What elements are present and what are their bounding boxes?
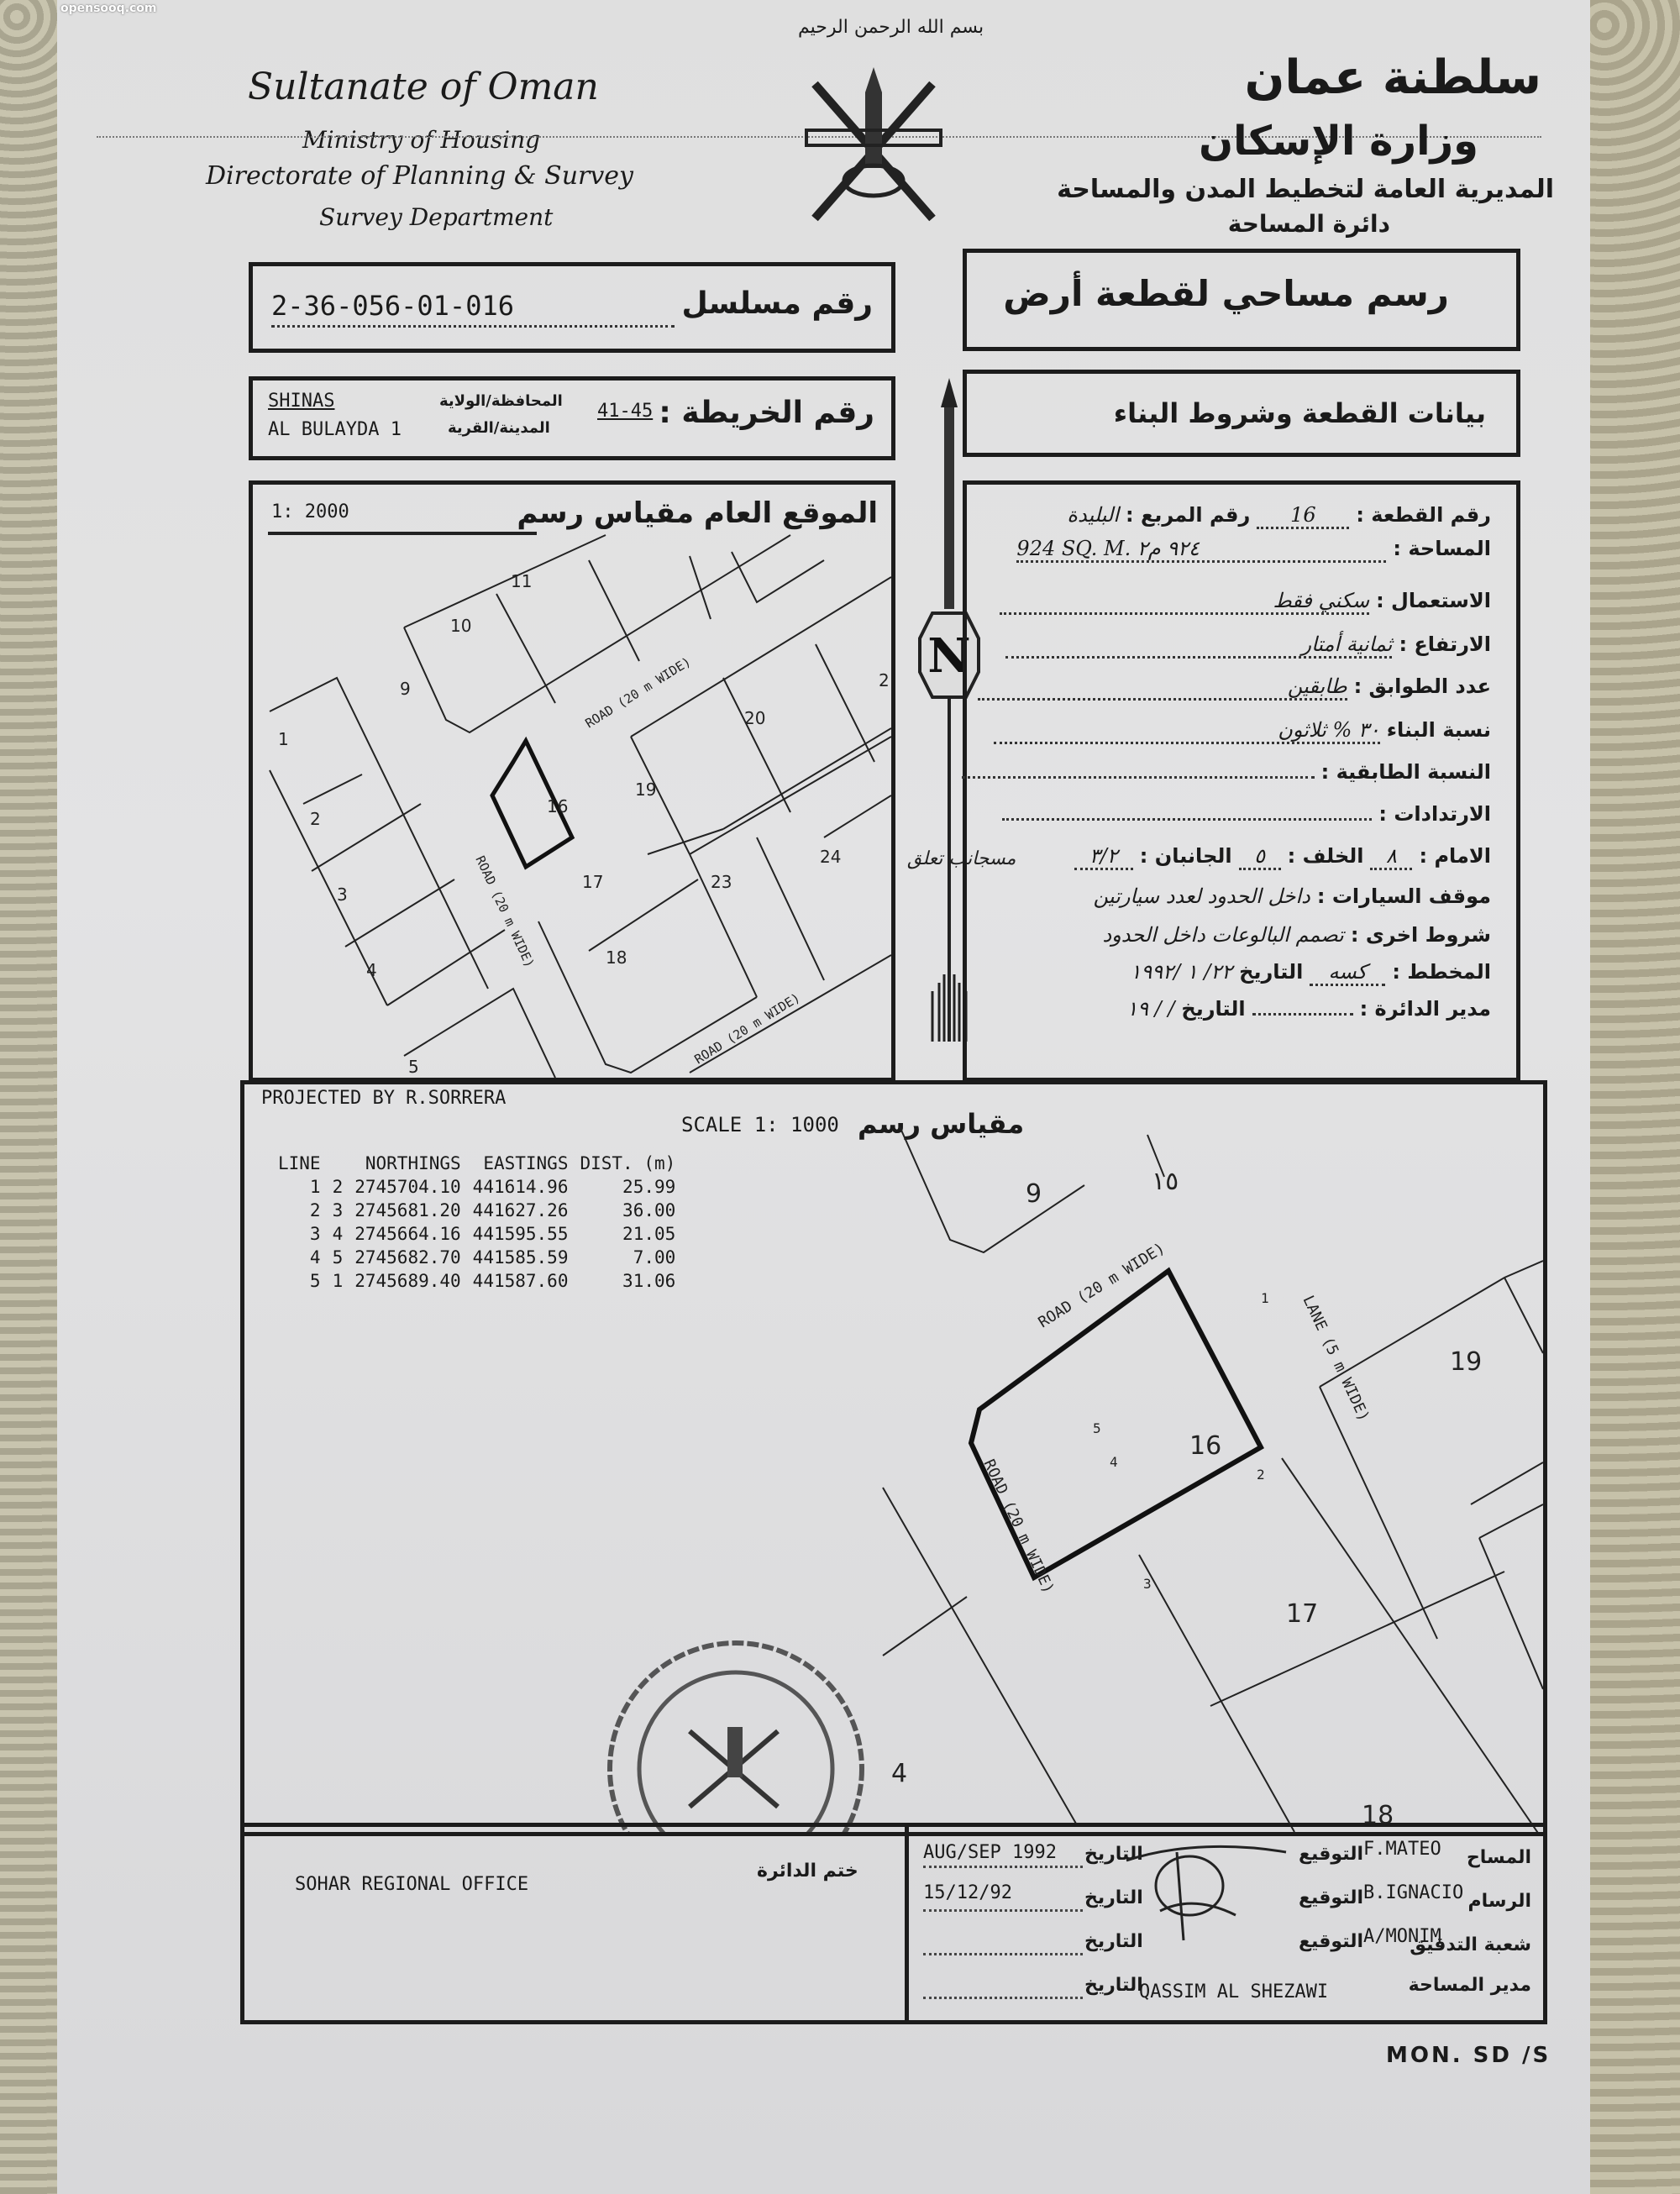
serial-dots bbox=[271, 325, 675, 328]
plot-section-header bbox=[963, 370, 1520, 457]
planner-date-label: التاريخ bbox=[1239, 960, 1304, 984]
svg-text:2: 2 bbox=[310, 809, 321, 829]
signature-block bbox=[916, 1835, 1538, 2020]
row-other-conditions bbox=[1102, 923, 1491, 947]
planner-date-value: ٢٢/ ١ /١٩٩٢ bbox=[1130, 960, 1233, 984]
parking-value: داخل الحدود لعدد سيارتين bbox=[1093, 884, 1310, 908]
surveyor-sign-label: التوقيع bbox=[1299, 1844, 1363, 1865]
detail-map bbox=[240, 1080, 1547, 1836]
svg-text:ROAD (20 m WIDE): ROAD (20 m WIDE) bbox=[979, 1457, 1058, 1597]
svg-text:18: 18 bbox=[606, 947, 627, 968]
row-use bbox=[1000, 589, 1491, 615]
map-number-value: 41-45 bbox=[597, 401, 654, 422]
svg-text:1: 1 bbox=[278, 729, 289, 749]
svg-text:1: 1 bbox=[1261, 1290, 1269, 1306]
survey-director-role: مدير المساحة bbox=[1408, 1975, 1531, 1996]
svg-text:18: 18 bbox=[1362, 1801, 1394, 1830]
col-dist: DIST. (m) bbox=[580, 1153, 676, 1173]
sides-label: الجانبان : bbox=[1139, 844, 1232, 868]
svg-text:17: 17 bbox=[582, 872, 604, 892]
svg-text:ROAD (20 m WIDE): ROAD (20 m WIDE) bbox=[582, 653, 694, 732]
serial-box bbox=[249, 262, 895, 353]
row-height bbox=[1005, 632, 1491, 659]
document-title: رسم مساحي لقطعة أرض bbox=[1003, 273, 1449, 314]
col-line: LINE bbox=[278, 1153, 321, 1173]
header-country-ar: سلطنة عمان bbox=[1244, 50, 1541, 105]
location-map-drawing bbox=[253, 485, 891, 1078]
watermark: opensooq.com bbox=[60, 2, 157, 15]
back-value: ٥ bbox=[1239, 844, 1281, 870]
stamp-label: ختم الدائرة bbox=[757, 1861, 858, 1882]
svg-text:3: 3 bbox=[1143, 1576, 1152, 1592]
table-row: 1 2 2745704.10 441614.96 25.99 bbox=[309, 1177, 676, 1197]
col-eastings: EASTINGS bbox=[483, 1153, 569, 1173]
row-building-ratio bbox=[994, 718, 1491, 744]
draftsman-sign-label: التوقيع bbox=[1299, 1887, 1363, 1908]
svg-text:3: 3 bbox=[337, 884, 348, 905]
row-front-back-sides bbox=[1074, 844, 1491, 870]
header-directorate-ar: المديرية العامة لتخطيط المدن والمساحة bbox=[1057, 175, 1554, 204]
svg-text:LANE (5 m WIDE): LANE (5 m WIDE) bbox=[1299, 1293, 1373, 1425]
block-number-value: البليدة bbox=[1067, 503, 1120, 527]
plot-data-box bbox=[963, 480, 1520, 1082]
detail-map-drawing bbox=[244, 1084, 1543, 1832]
setbacks-value bbox=[1002, 818, 1372, 821]
parking-label: موقف السيارات : bbox=[1316, 884, 1491, 908]
use-value: سكني فقط bbox=[1000, 589, 1369, 615]
area-value: 924 SQ. M. ٩٢٤ م٢ bbox=[1016, 537, 1386, 563]
other-conditions-label: شروط اخرى : bbox=[1350, 923, 1491, 947]
projected-by: PROJECTED BY R.SORRERA bbox=[261, 1088, 507, 1109]
background-right bbox=[1579, 0, 1680, 2194]
svg-text:2: 2 bbox=[879, 670, 890, 690]
svg-text:ROAD (20 m WIDE): ROAD (20 m WIDE) bbox=[472, 853, 538, 970]
back-label: الخلف : bbox=[1287, 844, 1364, 868]
audit-role: شعبة التدقيق bbox=[1410, 1934, 1531, 1955]
svg-text:١٥: ١٥ bbox=[1152, 1167, 1179, 1196]
plot-section-title: بيانات القطعة وشروط البناء bbox=[1113, 397, 1486, 429]
governorate-label: المحافظة/الولاية bbox=[439, 392, 563, 410]
svg-text:9: 9 bbox=[400, 679, 411, 699]
row-setbacks bbox=[1002, 802, 1491, 826]
draftsman-date-label: التاريخ bbox=[1084, 1887, 1143, 1908]
col-northings: NORTHINGS bbox=[365, 1153, 461, 1173]
svg-text:11: 11 bbox=[511, 571, 533, 591]
building-ratio-label: نسبة البناء bbox=[1386, 718, 1491, 742]
height-label: الارتفاع : bbox=[1399, 632, 1491, 656]
svg-text:24: 24 bbox=[820, 847, 842, 867]
header-country-en: Sultanate of Oman bbox=[248, 66, 599, 108]
header-ministry-ar: وزارة الإسكان bbox=[1199, 118, 1478, 165]
governorate-value: SHINAS bbox=[268, 391, 335, 412]
row-planner bbox=[1131, 960, 1492, 986]
title-box bbox=[963, 249, 1520, 351]
map-number-box bbox=[249, 376, 895, 460]
svg-text:4: 4 bbox=[891, 1759, 908, 1788]
svg-text:16: 16 bbox=[547, 796, 569, 816]
svg-text:19: 19 bbox=[1450, 1347, 1483, 1377]
row-area bbox=[1016, 537, 1491, 563]
use-label: الاستعمال : bbox=[1376, 589, 1491, 612]
margin-note: مسجانب تعلق bbox=[907, 848, 1016, 869]
surveyor-date-label: التاريخ bbox=[1084, 1844, 1143, 1865]
survey-director-name: QASSIM AL SHEZAWI bbox=[1139, 1981, 1329, 2002]
audit-date-label: التاريخ bbox=[1084, 1931, 1143, 1952]
draftsman-role: الرسام bbox=[1467, 1891, 1531, 1912]
svg-text:19: 19 bbox=[635, 779, 657, 800]
handwritten-signature-icon bbox=[1110, 1835, 1294, 1945]
surveyor-name: F.MATEO bbox=[1363, 1839, 1441, 1860]
detail-scale-ar: مقياس رسم bbox=[858, 1108, 1025, 1140]
svg-text:5: 5 bbox=[408, 1057, 419, 1077]
village-value: AL BULAYDA 1 bbox=[268, 419, 402, 440]
plot-number-value: 16 bbox=[1257, 503, 1349, 529]
other-conditions-value: تصمم البالوعات داخل الحدود bbox=[1102, 923, 1344, 947]
block-number-label: رقم المربع : bbox=[1126, 503, 1251, 527]
header-department-ar: دائرة المساحة bbox=[1227, 210, 1390, 238]
svg-text:23: 23 bbox=[711, 872, 732, 892]
svg-text:5: 5 bbox=[1093, 1420, 1101, 1436]
regional-office: SOHAR REGIONAL OFFICE bbox=[295, 1874, 529, 1895]
row-floor-ratio bbox=[962, 760, 1491, 784]
svg-text:ROAD (20 m WIDE): ROAD (20 m WIDE) bbox=[1035, 1239, 1168, 1332]
sides-value: ٣/٢ bbox=[1074, 844, 1133, 870]
svg-text:17: 17 bbox=[1286, 1599, 1319, 1629]
audit-sign-label: التوقيع bbox=[1299, 1931, 1363, 1952]
detail-scale: SCALE 1: 1000 bbox=[681, 1113, 839, 1136]
area-label: المساحة : bbox=[1393, 537, 1491, 560]
height-value: ثمانية أمتار bbox=[1005, 632, 1392, 659]
surveyor-role: المساح bbox=[1466, 1847, 1531, 1868]
header-ministry-en: Ministry of Housing bbox=[302, 126, 541, 154]
draftsman-name: B.IGNACIO bbox=[1363, 1882, 1464, 1903]
director-label: مدير الدائرة : bbox=[1359, 997, 1491, 1021]
planner-value: كسه bbox=[1310, 960, 1385, 986]
footer-divider bbox=[905, 1827, 909, 2020]
svg-text:9: 9 bbox=[1026, 1179, 1042, 1209]
header-department-en: Survey Department bbox=[319, 203, 554, 231]
front-value: ٨ bbox=[1370, 844, 1412, 870]
table-row: 5 1 2745689.40 441587.60 31.06 bbox=[309, 1271, 676, 1291]
location-map bbox=[249, 480, 895, 1082]
svg-text:2: 2 bbox=[1257, 1467, 1265, 1483]
signature-row-survey-director bbox=[916, 1966, 1538, 2012]
form-code: MON. SD /S bbox=[1386, 2043, 1551, 2068]
draftsman-date: 15/12/92 bbox=[923, 1882, 1012, 1903]
table-row: 3 4 2745664.16 441595.55 21.05 bbox=[309, 1224, 676, 1244]
location-scale: 1: 2000 bbox=[271, 501, 349, 522]
row-director bbox=[1048, 997, 1491, 1021]
table-row: 4 5 2745682.70 441585.59 7.00 bbox=[309, 1247, 676, 1268]
audit-name: A/MONIM bbox=[1363, 1926, 1441, 1947]
planner-label: المخطط : bbox=[1392, 960, 1491, 984]
plot-number-label: رقم القطعة : bbox=[1356, 503, 1491, 527]
building-ratio-value: ٣٠ % ثلاثون bbox=[994, 718, 1380, 744]
map-number-label: رقم الخريطة : bbox=[659, 396, 874, 430]
village-label: المدينة/القرية bbox=[448, 419, 550, 437]
director-value bbox=[1252, 1013, 1353, 1016]
location-map-title: الموقع العام مقياس رسم bbox=[517, 496, 878, 530]
svg-text:4: 4 bbox=[366, 960, 377, 980]
oman-emblem-icon bbox=[781, 50, 966, 235]
svg-text:ROAD (20 m WIDE): ROAD (20 m WIDE) bbox=[691, 989, 803, 1068]
serial-value: 2-36-056-01-016 bbox=[271, 290, 514, 322]
floor-ratio-label: النسبة الطابقية : bbox=[1320, 760, 1491, 784]
table-row: 2 3 2745681.20 441627.26 36.00 bbox=[309, 1200, 676, 1220]
background-left bbox=[0, 0, 59, 2194]
svg-text:10: 10 bbox=[450, 616, 472, 636]
svg-text:4: 4 bbox=[1110, 1454, 1118, 1470]
header-directorate-en: Directorate of Planning & Survey bbox=[206, 161, 634, 191]
svg-text:20: 20 bbox=[744, 708, 766, 728]
serial-label: رقم مسلسل bbox=[681, 286, 873, 321]
floors-label: عدد الطوابق : bbox=[1353, 674, 1491, 698]
row-parking bbox=[1094, 884, 1491, 908]
row-floors bbox=[978, 674, 1491, 701]
row-plot-number bbox=[1067, 503, 1491, 529]
floors-value: طابقين bbox=[978, 674, 1347, 701]
official-stamp-icon bbox=[597, 1630, 874, 1836]
front-label: الامام : bbox=[1419, 844, 1491, 868]
floor-ratio-value bbox=[962, 776, 1315, 779]
svg-text:N: N bbox=[927, 628, 971, 684]
basmala: بسم الله الرحمن الرحيم bbox=[798, 17, 984, 38]
footer-box bbox=[240, 1823, 1547, 2024]
director-date-value: / / ١٩ bbox=[1126, 997, 1175, 1021]
director-date-label: التاريخ bbox=[1181, 997, 1246, 1021]
surveyor-date: AUG/SEP 1992 bbox=[923, 1842, 1057, 1863]
setbacks-label: الارتدادات : bbox=[1378, 802, 1491, 826]
survey-director-date-label: التاريخ bbox=[1084, 1975, 1143, 1996]
svg-text:16: 16 bbox=[1189, 1431, 1222, 1461]
